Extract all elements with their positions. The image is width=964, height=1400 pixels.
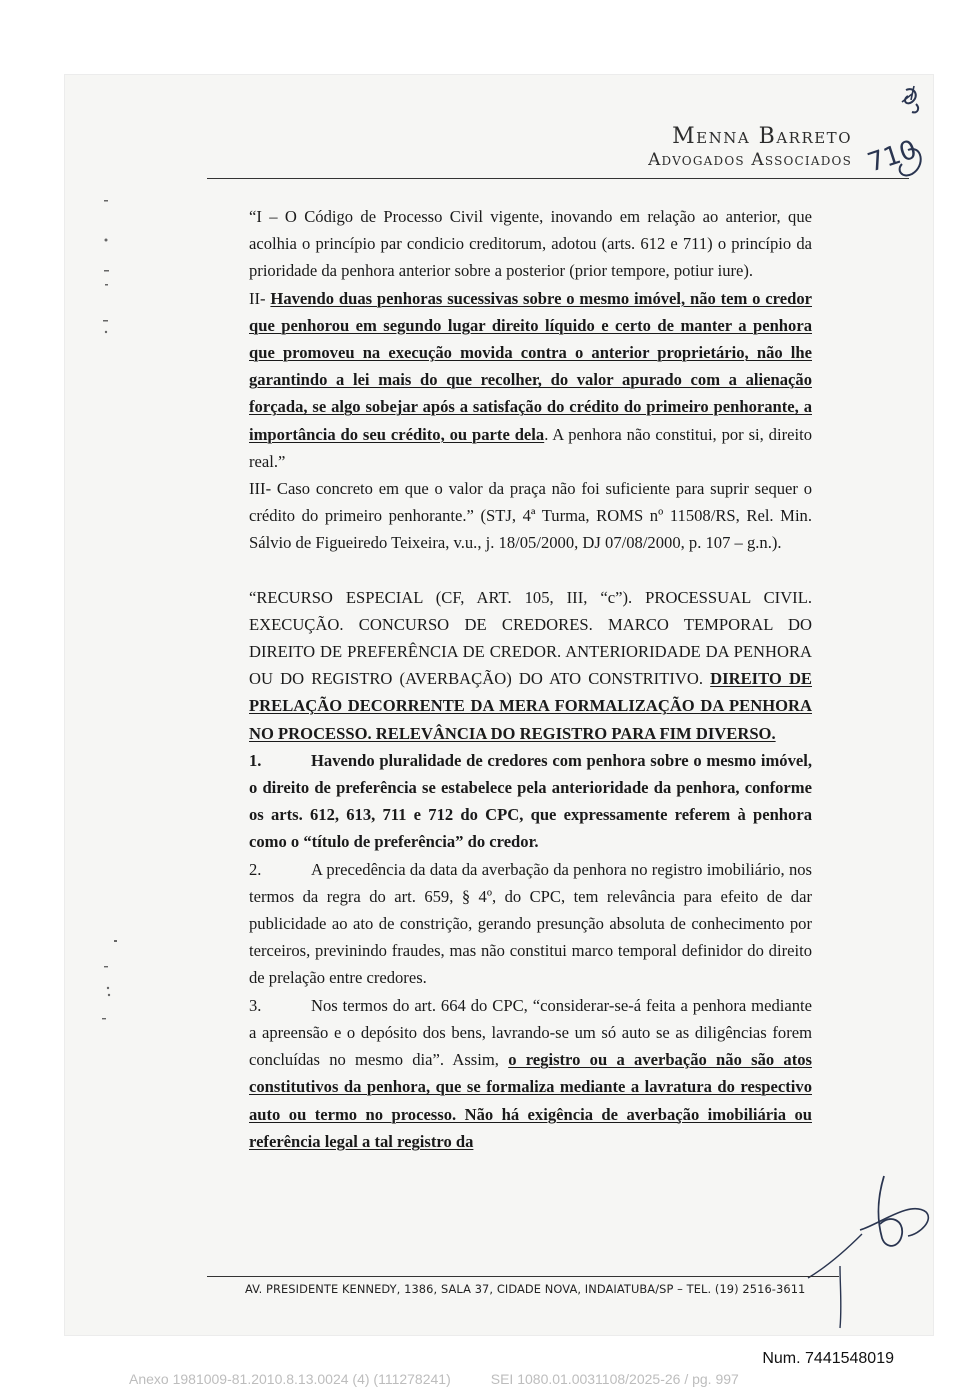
- paragraph-2-emphasis: Havendo duas penhoras sucessivas sobre o mesmo imóvel, não tem o credor que penhorou em segundo lugar direito líquido e certo de manter a penhora que promoveu na execução movida contra o anterior proprietário, não lhe garantindo a lei mais do que recolher, do valor apurado com a alienação forçada, se algo sobejar após a satisfação do crédito do primeiro penhorante, a importância do seu crédito, ou parte dela: [249, 288, 812, 444]
- list-item-1: [249, 747, 812, 856]
- document-body: [249, 203, 812, 1155]
- header-divider: [207, 178, 909, 179]
- document-number: Num. 7441548019: [762, 1350, 894, 1367]
- page-stamp-text: 710: [864, 134, 921, 179]
- list-item-3: [249, 992, 812, 1155]
- quote-paragraph-4: [249, 584, 812, 747]
- quote-paragraph-3: III- Caso concreto em que o valor da praça não foi suficiente para suprir sequer o crédito do primeiro penhorante.” (STJ, 4ª Turma, ROMS nº 11508/RS, Rel. Min. Sálvio de Figueiredo Teixeira, v.u., j. 18/05/2000, DJ 07/08/2000, p. 107 – g.n.).: [249, 479, 812, 553]
- list-item-2: [249, 856, 812, 992]
- firm-name: Menna Barreto: [672, 124, 852, 149]
- paragraph-2-lead: II-: [249, 288, 271, 308]
- footer-address: AV. PRESIDENTE KENNEDY, 1386, SALA 37, CIDADE NOVA, INDAIATUBA/SP – TEL. (19) 2516-3611: [245, 1282, 806, 1296]
- sei-reference: SEI 1080.01.0031108/2025-26 / pg. 997: [490, 1371, 739, 1387]
- list-item-1-text: Havendo pluralidade de credores com penhora sobre o mesmo imóvel, o direito de preferência se estabelece pela anterioridade da penhora, conforme os arts. 612, 613, 711 e 712 do CPC, que expressamente referem à penhora como o “título de preferência” do credor.: [249, 750, 812, 852]
- annex-id: Anexo 1981009-81.2010.8.13.0024 (4) (111278241): [129, 1371, 451, 1387]
- handwritten-signature: [800, 1170, 940, 1330]
- footer-divider: [207, 1276, 839, 1277]
- handwritten-page-number: [862, 80, 932, 190]
- list-item-3-number: 3.: [249, 995, 262, 1015]
- list-item-2-text: A precedência da data da averbação da penhora no registro imobiliário, nos termos da regra do art. 659, § 4º, do CPC, tem relevância para efeito de dar publicidade ao ato de constrição, gerando presunção absoluta de conhecimento por terceiros, previnindo fraudes, mas não constitui marco temporal definidor do direito de prelação entre credores.: [249, 859, 812, 988]
- list-item-3-text: Nos termos do art. 664 do CPC, “considerar-se-á feita a penhora mediante a apreensão e o depósito dos bens, lavrando-se um só auto se as diligências forem concluídas no mesmo dia”. Assim,: [249, 995, 812, 1070]
- letterhead: [648, 126, 852, 169]
- paragraph-2-tail: . A penhora não constitui, por si, direito real.”: [249, 424, 812, 471]
- list-item-2-number: 2.: [249, 859, 262, 879]
- firm-subtitle: Advogados Associados: [648, 150, 852, 170]
- annex-reference: [129, 1371, 739, 1387]
- paragraph-4-emphasis: DIREITO DE PRELAÇÃO DECORRENTE DA MERA FORMALIZAÇÃO DA PENHORA NO PROCESSO. RELEVÂNCIA DO REGISTRO PARA FIM DIVERSO.: [249, 669, 812, 743]
- list-item-1-number: 1.: [249, 750, 262, 770]
- list-item-3-emphasis: o registro ou a averbação não são atos constitutivos da penhora, que se formaliza mediante a lavratura do respectivo auto ou termo no processo. Não há exigência de averbação imobiliária ou referência legal a tal registro da: [249, 1050, 812, 1151]
- quote-paragraph-1: “I – O Código de Processo Civil vigente, inovando em relação ao anterior, que acolhia o princípio par condicio creditorum, adotou (arts. 612 e 711) o princípio da prioridade da penhora anterior sobre a posterior (prior tempore, potiur iure).: [249, 207, 812, 281]
- margin-specks: [90, 180, 130, 1040]
- paragraph-4-text: “RECURSO ESPECIAL (CF, ART. 105, III, “c”). PROCESSUAL CIVIL. EXECUÇÃO. CONCURSO DE CREDORES. MARCO TEMPORAL DO DIREITO DE PREFERÊNCIA DE CREDOR. ANTERIORIDADE DA PENHORA OU DO REGISTRO (AVERBAÇÃO) DO ATO CONSTRITIVO.: [249, 587, 812, 689]
- quote-paragraph-2: [249, 285, 812, 475]
